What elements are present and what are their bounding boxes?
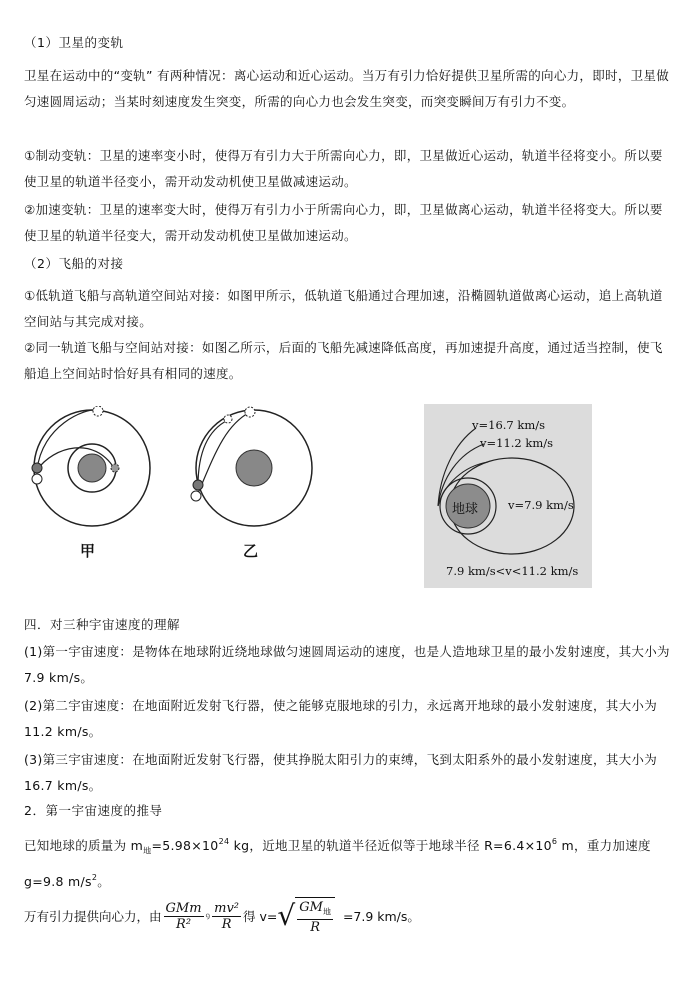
section2-item2: ②同一轨道飞船与空间站对接：如图乙所示，后面的飞船先减速降低高度，再加速提升高度，通过适当控制，使飞船追上空间站时恰好具有相同的速度。 (24, 340, 663, 381)
section4-p3: (3)第三宇宙速度：在地面附近发射飞行器，使其挣脱太阳引力的束缚，飞到太阳系外的最小发射速度，其大小为 16.7 km/s。 (24, 752, 658, 793)
derivation-given (24, 829, 672, 895)
cosmic-velocity-figure (424, 404, 592, 588)
given-exp2: 6 (551, 837, 558, 846)
cosmic-v2-label: v=11.2 km/s (480, 436, 554, 450)
fraction-sqrt-den: R (310, 920, 320, 936)
formula-mid: 得 v= (243, 909, 278, 924)
figure-jia-label: 甲 (80, 542, 96, 560)
fraction-sqrt (297, 900, 333, 936)
given-text-b: =5.98×10 (151, 838, 219, 853)
formula-lead: 万有引力提供向心力，由 (24, 909, 162, 924)
fraction-centripetal-num: mv² (214, 900, 240, 916)
derivation-formula (24, 896, 672, 936)
fraction-centripetal-den: R (221, 916, 232, 932)
figures-row (24, 398, 672, 598)
section4-title: 四．对三种宇宙速度的理解 (24, 617, 181, 632)
given-exp3: 2 (91, 872, 98, 882)
section2-title: （2）飞船的对接 (24, 256, 124, 271)
fraction-sqrt-num (297, 900, 333, 921)
equals-symbol: ꝰ (205, 909, 211, 924)
cosmic-v3-label: v=16.7 km/s (472, 418, 546, 432)
given-text-e: 。 (97, 873, 111, 889)
cosmic-v1-label: v=7.9 km/s (508, 498, 574, 512)
formula-tail: =7.9 km/s。 (342, 909, 420, 924)
section1-item2: ②加速变轨：卫星的速率变大时，使得万有引力小于所需向心力，即，卫星做离心运动，轨道半径将变大。所以要使卫星的轨道半径变大，需开动发动机使卫星做加速运动。 (24, 202, 663, 243)
section1-item1: ①制动变轨：卫星的速率变小时，使得万有引力大于所需向心力，即，卫星做近心运动，轨道半径将变小。所以要使卫星的轨道半径变小，需开动发动机使卫星做减速运动。 (24, 148, 663, 189)
given-text-a: 已知地球的质量为 m (24, 838, 144, 853)
fraction-gravity-den: R² (176, 916, 192, 932)
given-exp1: 24 (218, 837, 230, 846)
section1-intro: 卫星在运动中的“变轨” 有两种情况：离心运动和近心运动。当万有引力恰好提供卫星所需的向心力，即时，卫星做匀速圆周运动；当某时刻速度发生突变，所需的向心力也会发生突变，而突变瞬间万有引力不变。 (24, 68, 670, 109)
figure-yi-diagram (184, 406, 324, 546)
figure-jia-diagram (24, 406, 164, 546)
cosmic-range-label: 7.9 km/s<v<11.2 km/s (446, 564, 579, 578)
fraction-gravity-num: GMm (165, 900, 202, 916)
fraction-gravity (164, 901, 204, 932)
given-text-d: m，重力加速度 g=9.8 m/s (24, 838, 651, 889)
sqrt-num-text: GM (299, 899, 323, 915)
sqrt-num-sub: 地 (322, 907, 331, 917)
section4-p2: (2)第二宇宙速度：在地面附近发射飞行器，使之能够克服地球的引力，永远离开地球的最小发射速度，其大小为 11.2 km/s。 (24, 698, 658, 739)
section1-title: （1）卫星的变轨 (24, 35, 124, 50)
sqrt-expression (277, 897, 335, 936)
radical-sign-icon: √ (277, 899, 296, 932)
derivation-title: 2．第一宇宙速度的推导 (24, 803, 163, 818)
earth-label: 地球 (452, 502, 479, 517)
given-text-c: kg，近地卫星的轨道半径近似等于地球半径 R=6.4×10 (229, 838, 552, 853)
section4-p1: (1)第一宇宙速度：是物体在地球附近绕地球做匀速圆周运动的速度，也是人造地球卫星的最小发射速度，其大小为 7.9 km/s。 (24, 644, 670, 685)
fraction-centripetal (212, 901, 241, 932)
figure-yi-label: 乙 (243, 542, 259, 560)
section2-item1: ①低轨道飞船与高轨道空间站对接：如图甲所示，低轨道飞船通过合理加速，沿椭圆轨道做离心运动，追上高轨道空间站与其完成对接。 (24, 288, 663, 329)
given-sub: 地 (143, 846, 152, 856)
